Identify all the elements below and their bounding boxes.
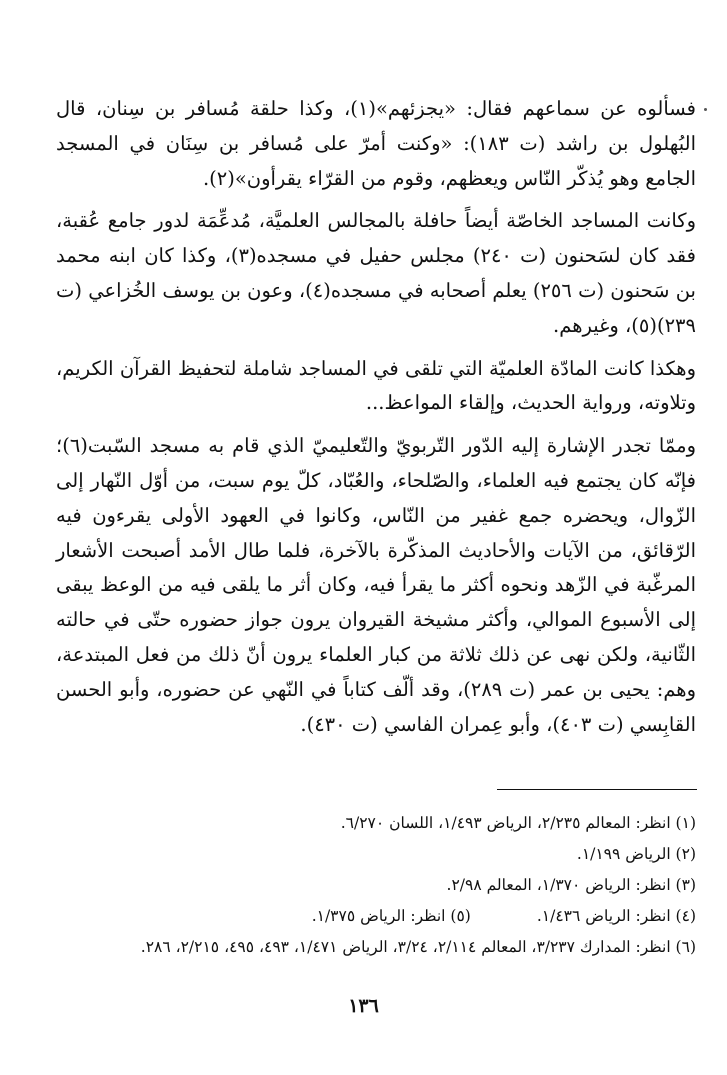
footnote-3: (٣) انظر: الرياض ١/٣٧٠، المعالم ٢/٩٨.	[446, 876, 696, 894]
footnote-separator	[497, 789, 697, 790]
paragraph-3: وهكذا كانت المادّة العلميّة التي تلقى في المساجد شاملة لتحفيظ القرآن الكريم، وتلاوته، ورواية الحديث، وإلقاء المواعظ...	[56, 356, 696, 415]
page-number: ١٣٦	[348, 995, 379, 1017]
margin-dot	[704, 108, 707, 111]
footnote-4: (٤) انظر: الرياض ١/٤٣٦.	[536, 907, 696, 925]
footnote-row-4-5	[56, 901, 696, 932]
footnote-6: (٦) انظر: المدارك ٣/٢٣٧، المعالم ٢/١١٤، ٣/٢٤، الرياض ١/٤٧١، ٤٩٣، ٤٩٥، ٢/٢١٥، ٢٨٦.	[140, 938, 696, 956]
paragraph-1: فسألوه عن سماعهم فقال: «يجزئهم»(١)، وكذا حلقة مُسافر بن سِنان، قال البُهلول بن راشد (ت ١٨٣): «وكنت أمرّ على مُسافر بن سِنَان في المسجد الجامع وهو يُذكّر النّاس ويعظهم، وقوم من القرّاء يقرأون»(٢).	[56, 97, 696, 190]
footnote-5: (٥) انظر: الرياض ١/٣٧٥.	[311, 907, 471, 925]
footnote-2: (٢) الرياض ١/١٩٩.	[576, 845, 696, 863]
paragraph-4: وممّا تجدر الإشارة إليه الدّور التّربويّ والتّعليميّ الذي قام به مسجد السّبت(٦)؛ فإنّه كان يجتمع فيه العلماء، والصّلحاء، والعُبّاد، كلّ يوم سبت، من أوّل النّهار إلى الزّوال، ويحضره جمع غفير من النّاس، وكانوا في العهود الأولى يقرءون فيه الرّقائق، من الآيات والأحاديث المذكّرة بالآخرة، فلما طال الأمد أصبحت الأشعار المرغّبة في الزّهد ونحوه أكثر ما يقرأ فيه، وكان أثر ما يلقى فيه من الوعظ يبقى إلى الأسبوع الموالي، وأكثر مشيخة القيروان يرون جواز حضوره حتّى في حالته الثّانية، ولكن نهى عن ذلك ثلاثة من كبار العلماء يرون أنّ ذلك من فعل المبتدعة، وهم: يحيى بن عمر (ت ٢٨٩)، وقد ألّف كتاباً في النّهي عن حضوره، وأبو الحسن القابِسي (ت ٤٠٣)، وأبو عِمران الفاسي (ت ٤٣٠).	[56, 434, 696, 736]
paragraph-2: وكانت المساجد الخاصّة أيضاً حافلة بالمجالس العلميَّة، مُدعِّمَة لدور جامع عُقبة، فقد كان لسَحنون (ت ٢٤٠) مجلس حفيل في مسجده(٣)، وكذا كان ابنه محمد بن سَحنون (ت ٢٥٦) يعلم أصحابه في مسجده(٤)، وعون بن يوسف الخُزاعي (ت ٢٣٩)(٥)، وغيرهم.	[56, 209, 696, 337]
footnotes	[56, 808, 696, 963]
main-text	[56, 92, 696, 742]
footnote-1: (١) انظر: المعالم ٢/٢٣٥، الرياض ١/٤٩٣، اللسان ٦/٢٧٠.	[340, 814, 696, 832]
